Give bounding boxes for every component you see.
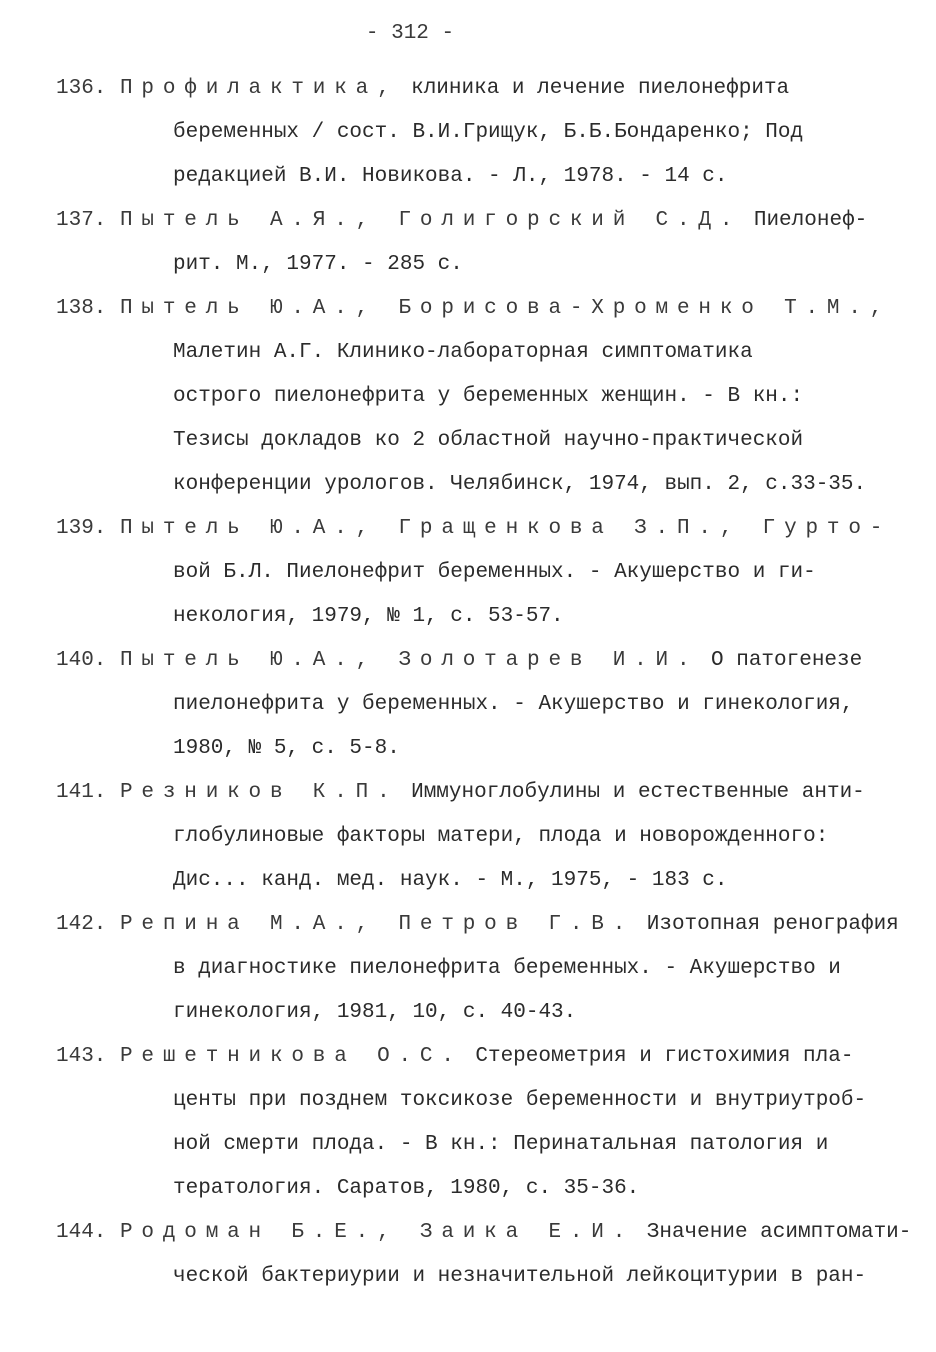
entry-author: Пытель А.Я., Голигорский С.Д. [120,209,742,232]
bibliography-list [0,74,936,1306]
entry-first-line [0,1218,936,1262]
bibliography-entry [0,1218,936,1306]
entry-number: 137. [56,209,107,232]
entry-number: 139. [56,517,107,540]
entry-line: Тезисы докладов ко 2 областной научно-практической [173,429,804,452]
entry-author: Профилактика, [120,77,399,100]
bibliography-entry [0,294,936,514]
entry-author: Резников К.П. [120,781,399,804]
entry-line: центы при позднем токсикозе беременности и внутриутроб- [173,1089,867,1112]
entry-first-line [0,74,936,118]
bibliography-entry [0,206,936,294]
entry-first-line [0,294,936,338]
entry-line: редакцией В.И. Новикова. - Л., 1978. - 14 с. [173,165,728,188]
bibliography-entry [0,910,936,1042]
entry-author: Пытель Ю.А., Борисова-Хроменко Т.М., [120,297,892,320]
entry-line: конференции урологов. Челябинск, 1974, вып. 2, с.33-35. [173,473,867,496]
bibliography-entry [0,1042,936,1218]
entry-line: беременных / сост. В.И.Грищук, Б.Б.Бондаренко; Под [173,121,804,144]
entry-line: острого пиелонефрита у беременных женщин. - В кн.: [173,385,804,408]
entry-text: Изотопная ренография [634,913,899,936]
entry-text: Иммуноглобулины и естественные анти- [398,781,865,804]
bibliography-entry [0,778,936,910]
entry-author: Пытель Ю.А., Гращенкова З.П., Гурто- [120,517,892,540]
entry-number: 143. [56,1045,107,1068]
entry-first-line [0,514,936,558]
entry-line: вой Б.Л. Пиелонефрит беременных. - Акушерство и ги- [173,561,816,584]
entry-line: некология, 1979, № 1, с. 53-57. [173,605,564,628]
entry-line: гинекология, 1981, 10, с. 40-43. [173,1001,577,1024]
entry-number: 138. [56,297,107,320]
entry-line: 1980, № 5, с. 5-8. [173,737,400,760]
entry-author: Родоман Б.Е., Заика Е.И. [120,1221,635,1244]
entry-first-line [0,910,936,954]
entry-line: глобулиновые факторы матери, плода и новорожденного: [173,825,829,848]
entry-author: Репина М.А., Петров Г.В. [120,913,635,936]
entry-number: 136. [56,77,107,100]
entry-number: 140. [56,649,107,672]
entry-text: Стереометрия и гистохимия пла- [462,1045,854,1068]
entry-first-line [0,206,936,250]
bibliography-entry [0,514,936,646]
entry-first-line [0,1042,936,1086]
entry-line: ческой бактериурии и незначительной лейкоцитурии в ран- [173,1265,867,1288]
entry-line: рит. М., 1977. - 285 с. [173,253,463,276]
entry-line: Дис... канд. мед. наук. - М., 1975, - 183 с. [173,869,728,892]
entry-text: клиника и лечение пиелонефрита [398,77,790,100]
entry-line: в диагностике пиелонефрита беременных. - Акушерство и [173,957,841,980]
entry-line: ной смерти плода. - В кн.: Перинатальная патология и [173,1133,829,1156]
entry-first-line [0,646,936,690]
entry-author: Решетникова О.С. [120,1045,463,1068]
bibliography-entry [0,646,936,778]
entry-first-line [0,778,936,822]
entry-line: тератология. Саратов, 1980, с. 35-36. [173,1177,640,1200]
page-number: - 312 - [365,22,455,45]
entry-number: 141. [56,781,107,804]
entry-number: 144. [56,1221,107,1244]
entry-author: Пытель Ю.А., Золотарев И.И. [120,649,699,672]
entry-number: 142. [56,913,107,936]
bibliography-entry [0,74,936,206]
entry-text: Значение асимптомати- [634,1221,912,1244]
entry-line: пиелонефрита у беременных. - Акушерство и гинекология, [173,693,854,716]
entry-line: Малетин А.Г. Клинико-лабораторная симптоматика [173,341,753,364]
entry-text: Пиелонеф- [741,209,868,232]
entry-text: О патогенезе [698,649,863,672]
